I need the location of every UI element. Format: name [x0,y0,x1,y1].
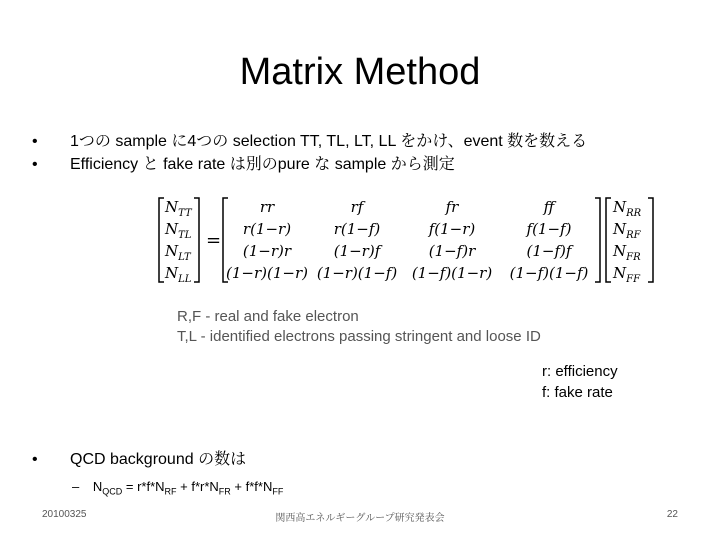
bullet-item [30,130,710,153]
bullet-text: Efficiency と fake rate は別のpure な sample から測定 [70,156,455,173]
bullet-text: 1つの sample に4つの selection TT, TL, LT, LL をかけ、event 数を数える [70,133,588,150]
matrix-cell: (1−f)(1−f) [509,264,589,282]
formula-n: N [92,479,103,494]
page-number: 22 [666,509,678,520]
formula-sub: RF [164,486,177,497]
bullet-marker: • [32,451,38,468]
matrix-cell: (1−r)f [333,242,381,260]
matrix-cell: (1−f)r [428,242,476,260]
formula-sub: QCD [102,486,123,497]
matrix-cell: (1−r)r [242,242,292,260]
matrix-cell: ff [543,198,555,216]
legend-line: R,F - real and fake electron [177,308,359,325]
legend [177,307,541,347]
qcd-formula [72,478,283,501]
lhs-entry-tl: $N_{TL}$ [165,220,192,241]
slide-title: Matrix Method [239,51,481,93]
matrix-cell: rf [350,198,364,216]
formula-part: + f*r*N [176,479,219,494]
bullet-text: QCD background の数は [70,451,247,468]
matrix-cell: r(1−f) [333,220,381,238]
matrix-cell: f(1−f) [526,220,572,238]
sub-bullet-dash: – [72,479,80,494]
matrix-cell: r(1−r) [242,220,292,238]
matrix-cell: fr [445,198,459,216]
lhs-entry-tt: $N_{TT}$ [165,198,192,219]
matrix-cell: f(1−r) [428,220,476,238]
matrix-equation [158,196,656,286]
matrix-cell: (1−f)(1−r) [411,264,493,282]
bullet-item [30,448,710,471]
bullet-marker: • [32,133,38,150]
variable-note [542,361,618,403]
rhs-entry-fr: $N_{FR}$ [613,242,641,263]
formula-part: = r*f*N [122,479,165,494]
lhs-entry-lt: $N_{LT}$ [165,242,191,263]
qcd-bullet [30,448,710,471]
rhs-entry-ff: $N_{FF}$ [613,264,641,285]
matrix-cell: (1−f)f [526,242,572,260]
formula-sub: FR [218,486,231,497]
formula-sub: FF [272,486,284,497]
matrix-cell: (1−r)(1−f) [316,264,398,282]
bullet-item [30,153,710,176]
note-line: r: efficiency [542,363,618,380]
matrix-cell: (1−r)(1−r) [226,264,308,282]
bullet-marker: • [32,156,38,173]
bullet-list [30,130,710,176]
note-line: f: fake rate [542,384,613,401]
lhs-entry-ll: $N_{LL}$ [165,264,192,285]
footer-date: 20100325 [42,509,87,520]
matrix-cell: rr [259,198,275,216]
legend-line: T,L - identified electrons passing stringent and loose ID [177,328,541,345]
equals-sign: = [206,230,222,251]
rhs-entry-rr: $N_{RR}$ [613,198,642,219]
formula-part: + f*f*N [230,479,273,494]
rhs-entry-rf: $N_{RF}$ [613,220,641,241]
footer-title: 関西高エネルギーグループ研究発表会 [275,513,445,524]
